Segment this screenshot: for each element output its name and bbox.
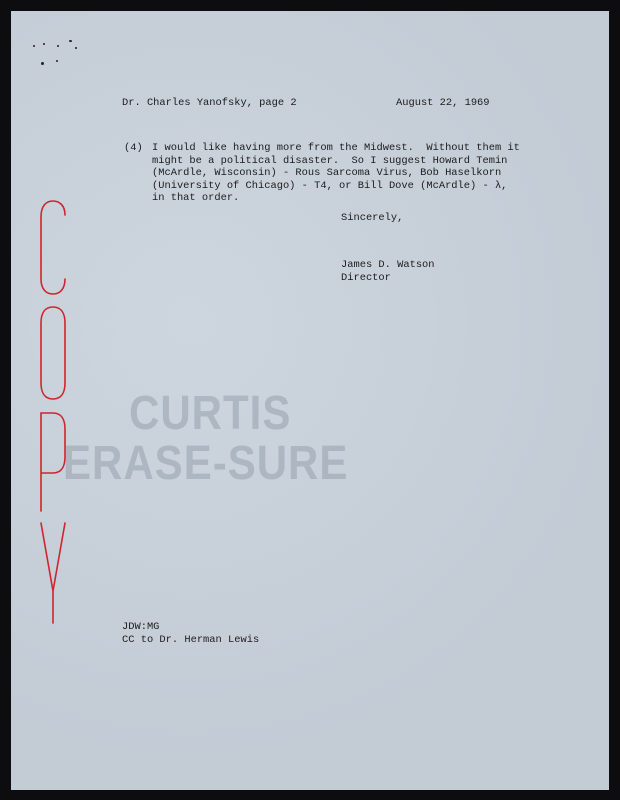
copy-stamp [29, 199, 77, 629]
copy-stamp-letter-p [41, 413, 65, 511]
signer-title: Director [341, 271, 391, 284]
paragraph-line: in that order. [152, 192, 240, 205]
paragraph-line: might be a political disaster. So I suggest Howard Temin [152, 154, 508, 167]
letter-page [11, 11, 609, 790]
header-recipient: Dr. Charles Yanofsky, page 2 [122, 97, 297, 109]
paragraph-line: (University of Chicago) - T4, or Bill Dove (McArdle) - λ, [152, 179, 508, 192]
paragraph-body [152, 142, 520, 205]
copy-stamp-letter-c [41, 201, 65, 294]
watermark-line-2: ERASE-SURE [63, 435, 349, 490]
closing: Sincerely, [341, 212, 404, 224]
copy-stamp-letter-y [41, 523, 65, 623]
typist-initials: JDW:MG [122, 621, 160, 633]
copy-stamp-letter-o [41, 307, 65, 399]
paper-specks [29, 39, 99, 79]
paragraph-line: (McArdle, Wisconsin) - Rous Sarcoma Virus, Bob Haselkorn [152, 167, 502, 180]
watermark-line-1: CURTIS [129, 385, 292, 440]
cc-line: CC to Dr. Herman Lewis [122, 634, 260, 646]
header-date: August 22, 1969 [396, 97, 490, 109]
paragraph-line: I would like having more from the Midwest. Without them it [152, 142, 520, 154]
signature-block [341, 259, 435, 284]
signer-name: James D. Watson [341, 259, 435, 271]
paragraph-number: (4) [124, 142, 143, 154]
